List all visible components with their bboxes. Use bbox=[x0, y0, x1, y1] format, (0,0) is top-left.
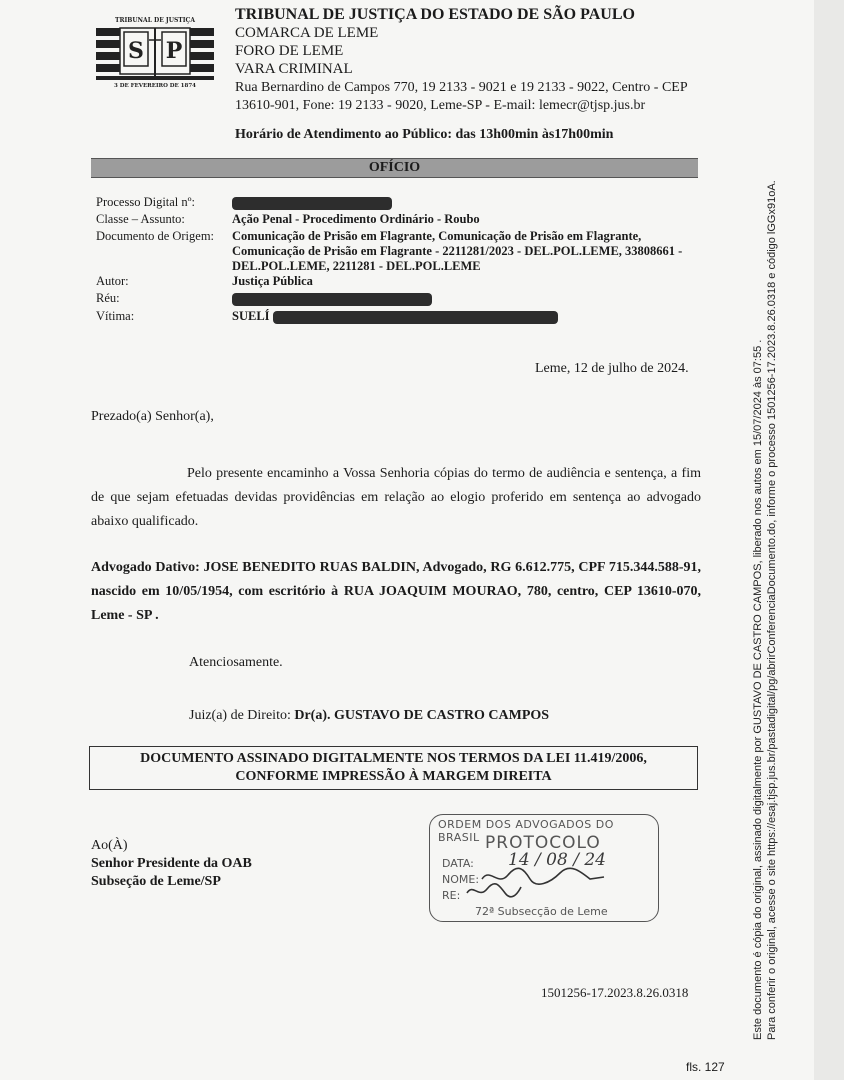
judge-name: Dr(a). GUSTAVO DE CASTRO CAMPOS bbox=[294, 708, 550, 723]
documento-label: Documento de Origem: bbox=[96, 229, 215, 243]
logo-top-text: TRIBUNAL DE JUSTIÇA bbox=[115, 17, 195, 24]
classe-label: Classe – Assunto: bbox=[96, 212, 185, 226]
processo-label: Processo Digital nº: bbox=[96, 195, 196, 209]
tribunal-title: TRIBUNAL DE JUSTIÇA DO ESTADO DE SÃO PAULO bbox=[235, 6, 635, 23]
vara: VARA CRIMINAL bbox=[235, 61, 353, 77]
header-block bbox=[235, 6, 635, 78]
digital-signature-notice bbox=[89, 746, 698, 790]
body-paragraph bbox=[91, 462, 701, 534]
signature-notice-line1: DOCUMENTO ASSINADO DIGITALMENTE NOS TERMOS DA LEI 11.419/2006, bbox=[140, 751, 647, 766]
reu-label: Réu: bbox=[96, 291, 120, 305]
addressee-line2: Senhor Presidente da OAB bbox=[91, 856, 252, 871]
judge-line bbox=[189, 708, 549, 724]
stamp-data-value: 14 / 08 / 24 bbox=[508, 850, 606, 870]
classe-value: Ação Penal - Procedimento Ordinário - Roubo bbox=[232, 212, 480, 226]
tjsp-logo bbox=[96, 14, 214, 96]
processo-value bbox=[232, 195, 702, 210]
process-number: 1501256-17.2023.8.26.0318 bbox=[541, 985, 689, 1000]
advogado-paragraph: Advogado Dativo: JOSE BENEDITO RUAS BALDIN, Advogado, RG 6.612.775, CPF 715.344.588-91, nascido em 10/05/1954, com escritório à RUA JOAQUIM MOURAO, 780, centro, CEP 13610-070, Leme - SP . bbox=[91, 560, 701, 623]
judge-label: Juiz(a) de Direito: bbox=[189, 708, 291, 723]
addressee-line1: Ao(À) bbox=[91, 838, 128, 853]
stamp-protocolo: PROTOCOLO bbox=[485, 833, 601, 853]
foro: FORO DE LEME bbox=[235, 43, 344, 59]
logo-left-letter: S bbox=[128, 38, 144, 64]
side-text-line2: Para conferir o original, acesse o site https://esaj.tjsp.jus.br/pastadigital/pg/abrirConferenciaDocumento.do, informe o processo 1501256-17.2023.8.26.0318 e código lGGx91oA. bbox=[766, 180, 778, 1040]
stamp-subsecao: 72ª Subsecção de Leme bbox=[475, 905, 608, 918]
court-address: Rua Bernardino de Campos 770, 19 2133 - 9021 e 19 2133 - 9022, Centro - CEP 13610-901, Fone: 19 2133 - 9020, Leme-SP - E-mail: lemecr@tjsp.jus.br bbox=[235, 80, 688, 113]
stamp-data-label: DATA: bbox=[442, 857, 474, 870]
logo-bottom-text: 3 DE FEVEREIRO DE 1874 bbox=[114, 83, 196, 89]
autor-label: Autor: bbox=[96, 274, 129, 288]
handwritten-initials bbox=[465, 881, 525, 901]
oficio-title: OFÍCIO bbox=[368, 160, 421, 175]
autor-value: Justiça Pública bbox=[232, 274, 313, 288]
stamp-nome-label: NOME: bbox=[442, 873, 480, 886]
closing: Atenciosamente. bbox=[189, 655, 283, 670]
reu-value bbox=[232, 291, 702, 306]
salutation: Prezado(a) Senhor(a), bbox=[91, 409, 214, 424]
addressee-line3: Subseção de Leme/SP bbox=[91, 874, 221, 889]
logo-right-letter: P bbox=[165, 38, 183, 64]
vitima-name: SUELÍ bbox=[232, 309, 270, 323]
oab-protocol-stamp bbox=[429, 814, 659, 922]
office-hours: Horário de Atendimento ao Público: das 13h00min às17h00min bbox=[235, 127, 614, 142]
redaction-bar bbox=[232, 293, 432, 306]
redaction-bar bbox=[232, 197, 392, 210]
signature-notice-line2: CONFORME IMPRESSÃO À MARGEM DIREITA bbox=[235, 769, 552, 784]
body-paragraph-text: Pelo presente encaminho a Vossa Senhoria cópias do termo de audiência e sentença, a fim de que sejam efetuadas devidas providências em relação ao elogio proferido em sentença ao advogado abaixo qualificado. bbox=[91, 466, 701, 529]
vitima-label: Vítima: bbox=[96, 309, 135, 323]
comarca: COMARCA DE LEME bbox=[235, 25, 379, 41]
vitima-value bbox=[232, 309, 702, 324]
date-line: Leme, 12 de julho de 2024. bbox=[535, 361, 689, 376]
page-number: fls. 127 bbox=[686, 1060, 725, 1074]
documento-value: Comunicação de Prisão em Flagrante, Comunicação de Prisão em Flagrante, Comunicação de Prisão em Flagrante - 2211281/2023 - DEL.POL.LEME, 33808661 - DEL.POL.LEME, 2211281 - DEL.POL.LEME bbox=[232, 229, 683, 273]
addressee-block bbox=[91, 837, 252, 891]
oficio-title-bar bbox=[91, 158, 698, 178]
stamp-re-label: RE: bbox=[442, 889, 461, 902]
stamp-title: ORDEM DOS ADVOGADOS DO BRASIL bbox=[438, 818, 614, 844]
digital-signature-side-text bbox=[751, 180, 779, 1040]
side-text-line1: Este documento é cópia do original, assinado digitalmente por GUSTAVO DE CASTRO CAMPOS, liberado nos autos em 15/07/2024 às 07:55 . bbox=[752, 339, 764, 1040]
redaction-bar bbox=[273, 311, 558, 324]
